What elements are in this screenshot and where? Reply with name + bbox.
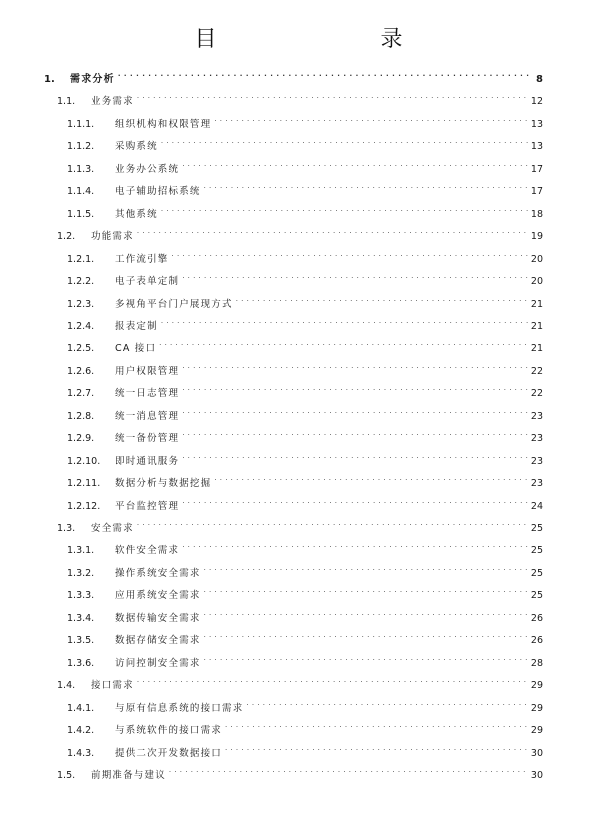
toc-entry-title: 即时通讯服务 bbox=[115, 455, 180, 467]
toc-entry-number: 1.2.8. bbox=[67, 410, 95, 422]
toc-entry-title: 与原有信息系统的接口需求 bbox=[115, 702, 244, 714]
toc-entry[interactable] bbox=[67, 717, 543, 737]
toc-dot-leader bbox=[204, 582, 528, 598]
toc-dot-leader bbox=[161, 201, 528, 217]
toc-entry-page-number: 17 bbox=[530, 186, 543, 198]
toc-entry-title: 其他系统 bbox=[115, 208, 158, 220]
toc-dot-leader bbox=[182, 403, 528, 419]
toc-entry-number: 1.3.1. bbox=[67, 545, 95, 557]
toc-dot-leader bbox=[214, 111, 528, 127]
toc-dot-leader bbox=[204, 650, 528, 666]
toc-entry-page-number: 26 bbox=[530, 635, 543, 647]
toc-entry-number: 1.2.10. bbox=[67, 455, 101, 467]
toc-entry-page-number: 29 bbox=[530, 725, 543, 737]
toc-dot-leader bbox=[137, 88, 528, 104]
toc-entry[interactable] bbox=[44, 66, 543, 85]
toc-entry-page-number: 22 bbox=[530, 388, 543, 400]
toc-entry[interactable] bbox=[67, 246, 543, 265]
toc-entry-title: 数据传输安全需求 bbox=[115, 612, 201, 624]
toc-entry-title: 统一消息管理 bbox=[115, 410, 180, 422]
toc-entry-page-number: 13 bbox=[530, 118, 543, 130]
toc-entry-page-number: 25 bbox=[530, 523, 543, 534]
toc-entry-page-number: 25 bbox=[530, 567, 543, 579]
toc-entry-title: 工作流引擎 bbox=[115, 253, 169, 265]
toc-entry[interactable] bbox=[67, 201, 543, 220]
toc-entry[interactable] bbox=[67, 695, 543, 714]
toc-dot-leader bbox=[182, 537, 528, 553]
toc-entry[interactable] bbox=[67, 133, 543, 153]
toc-entry-page-number: 20 bbox=[530, 276, 543, 288]
toc-entry[interactable] bbox=[67, 493, 543, 512]
toc-entry[interactable] bbox=[67, 425, 543, 445]
toc-entry-number: 1.2.2. bbox=[67, 276, 95, 288]
toc-entry-page-number: 29 bbox=[530, 702, 543, 714]
toc-entry-title: 接口需求 bbox=[91, 680, 134, 692]
toc-entry-number: 1. bbox=[44, 74, 55, 85]
toc-entry[interactable] bbox=[67, 291, 543, 310]
toc-entry-number: 1.1.4. bbox=[67, 186, 95, 198]
toc-entry[interactable] bbox=[67, 605, 543, 624]
toc-entry-title: 应用系统安全需求 bbox=[115, 590, 201, 602]
toc-entry-number: 1.3.5. bbox=[67, 635, 95, 647]
toc-entry-number: 1.5. bbox=[57, 769, 76, 781]
toc-entry[interactable] bbox=[57, 762, 543, 781]
toc-entry-title: 采购系统 bbox=[115, 141, 158, 153]
toc-dot-leader bbox=[204, 560, 528, 576]
toc-entry-number: 1.1.2. bbox=[67, 141, 95, 153]
toc-title: 目 录 bbox=[194, 27, 443, 52]
toc-dot-leader bbox=[182, 156, 528, 172]
toc-entry[interactable] bbox=[67, 156, 543, 175]
toc-dot-leader bbox=[182, 380, 528, 396]
toc-dot-leader bbox=[137, 672, 528, 688]
toc-entry-number: 1.2.6. bbox=[67, 365, 95, 377]
toc-entry-number: 1.2.12. bbox=[67, 500, 101, 512]
toc-entry[interactable] bbox=[67, 111, 543, 130]
toc-entry-page-number: 22 bbox=[530, 365, 543, 377]
toc-entry-page-number: 25 bbox=[530, 590, 543, 602]
toc-entry[interactable] bbox=[67, 268, 543, 288]
toc-entry-title: 需求分析 bbox=[70, 74, 115, 85]
toc-entry-title: 数据分析与数据挖掘 bbox=[115, 478, 212, 490]
toc-entry-page-number: 23 bbox=[530, 478, 543, 490]
toc-entry-title: 组织机构和权限管理 bbox=[115, 118, 212, 130]
toc-entry[interactable] bbox=[67, 403, 543, 422]
toc-entry-number: 1.2.1. bbox=[67, 253, 95, 265]
toc-dot-leader bbox=[169, 762, 528, 778]
toc-entry-number: 1.1.5. bbox=[67, 208, 95, 220]
toc-entry[interactable] bbox=[67, 560, 543, 579]
toc-entry-number: 1.2.4. bbox=[67, 320, 95, 332]
toc-entry-number: 1.2.11. bbox=[67, 478, 101, 490]
toc-entry-number: 1.3.4. bbox=[67, 612, 95, 624]
toc-dot-leader bbox=[225, 717, 528, 733]
toc-entry-page-number: 23 bbox=[530, 455, 543, 467]
toc-dot-leader bbox=[236, 291, 528, 307]
toc-dot-leader bbox=[172, 246, 528, 262]
toc-entry-page-number: 13 bbox=[530, 141, 543, 153]
toc-entry-title: 访问控制安全需求 bbox=[115, 657, 201, 669]
toc-entry[interactable] bbox=[67, 627, 543, 647]
toc-entry[interactable] bbox=[67, 650, 543, 669]
toc-entry-title: 操作系统安全需求 bbox=[115, 567, 201, 579]
toc-entry-page-number: 17 bbox=[530, 163, 543, 175]
toc-dot-leader bbox=[161, 313, 528, 329]
toc-entry-number: 1.2. bbox=[57, 231, 76, 243]
toc-dot-leader bbox=[214, 470, 528, 486]
toc-entry-number: 1.3.3. bbox=[67, 590, 95, 602]
toc-dot-leader bbox=[118, 66, 530, 82]
toc-entry[interactable] bbox=[67, 470, 543, 490]
toc-dot-leader bbox=[182, 493, 528, 509]
toc-entry[interactable] bbox=[67, 582, 543, 602]
toc-entry-title: 数据存储安全需求 bbox=[115, 635, 201, 647]
toc-entry-page-number: 26 bbox=[530, 612, 543, 624]
toc-entry-number: 1.3. bbox=[57, 523, 76, 534]
toc-entry[interactable] bbox=[67, 448, 543, 467]
toc-entry-page-number: 24 bbox=[530, 500, 543, 512]
toc-entry-title: 提供二次开发数据接口 bbox=[115, 747, 223, 759]
toc-entry-number: 1.2.7. bbox=[67, 388, 95, 400]
toc-entry-page-number: 21 bbox=[530, 343, 543, 355]
toc-entry-title: 多视角平台门户展现方式 bbox=[115, 298, 233, 310]
toc-entry[interactable] bbox=[67, 178, 543, 198]
toc-entry[interactable] bbox=[57, 672, 543, 692]
toc-entry[interactable] bbox=[57, 223, 543, 243]
toc-entry-title: 电子辅助招标系统 bbox=[115, 186, 201, 198]
toc-dot-leader bbox=[137, 515, 528, 531]
toc-entry-number: 1.4. bbox=[57, 680, 76, 692]
toc-entry-page-number: 21 bbox=[530, 320, 543, 332]
toc-entry-number: 1.2.9. bbox=[67, 433, 95, 445]
toc-entry-title: 软件安全需求 bbox=[115, 545, 180, 557]
toc-dot-leader bbox=[182, 448, 528, 464]
toc-dot-leader bbox=[161, 133, 528, 149]
toc-entry-number: 1.2.5. bbox=[67, 343, 95, 355]
toc-dot-leader bbox=[182, 268, 528, 284]
toc-entry[interactable] bbox=[57, 515, 543, 534]
toc-entry-title: 功能需求 bbox=[91, 231, 134, 243]
toc-entry[interactable] bbox=[67, 380, 543, 400]
toc-dot-leader bbox=[182, 358, 528, 374]
toc-entry-title: 统一备份管理 bbox=[115, 433, 180, 445]
toc-entry-page-number: 30 bbox=[530, 747, 543, 759]
toc-entry-page-number: 8 bbox=[536, 74, 543, 85]
toc-entry-title: 安全需求 bbox=[91, 523, 134, 534]
toc-entry[interactable] bbox=[57, 88, 543, 108]
toc-dot-leader bbox=[182, 425, 528, 441]
toc-entry-page-number: 30 bbox=[530, 769, 543, 781]
toc-entry-number: 1.2.3. bbox=[67, 298, 95, 310]
toc-entry[interactable] bbox=[67, 335, 543, 355]
toc-entry-number: 1.4.1. bbox=[67, 702, 95, 714]
toc-entry-title: 业务办公系统 bbox=[115, 163, 180, 175]
toc-entry-page-number: 23 bbox=[530, 410, 543, 422]
toc-entry-page-number: 19 bbox=[530, 231, 543, 243]
toc-dot-leader bbox=[204, 605, 528, 621]
toc-entry-page-number: 29 bbox=[530, 680, 543, 692]
toc-entry[interactable] bbox=[67, 358, 543, 377]
toc-entry-title: 统一日志管理 bbox=[115, 388, 180, 400]
toc-entry-title: CA 接口 bbox=[115, 343, 157, 355]
toc-entry-number: 1.1.3. bbox=[67, 163, 95, 175]
toc-entry-title: 前期准备与建议 bbox=[91, 769, 166, 781]
toc-entry-title: 与系统软件的接口需求 bbox=[115, 725, 223, 737]
toc-dot-leader bbox=[225, 740, 528, 756]
toc-entry-page-number: 21 bbox=[530, 298, 543, 310]
toc-dot-leader bbox=[246, 695, 528, 711]
toc-dot-leader bbox=[204, 178, 528, 194]
toc-entry-number: 1.1. bbox=[57, 96, 76, 108]
toc-dot-leader bbox=[204, 627, 528, 643]
toc-entry-page-number: 25 bbox=[530, 545, 543, 557]
toc-entry-page-number: 18 bbox=[530, 208, 543, 220]
toc-dot-leader bbox=[137, 223, 528, 239]
toc-entry-number: 1.3.2. bbox=[67, 567, 95, 579]
toc-entry-number: 1.3.6. bbox=[67, 657, 95, 669]
toc-entry-number: 1.1.1. bbox=[67, 118, 95, 130]
toc-entry-page-number: 20 bbox=[530, 253, 543, 265]
toc-entry[interactable] bbox=[67, 313, 543, 332]
toc-entry[interactable] bbox=[67, 740, 543, 759]
toc-entry[interactable] bbox=[67, 537, 543, 557]
toc-entry-number: 1.4.2. bbox=[67, 725, 95, 737]
toc-entry-page-number: 28 bbox=[530, 657, 543, 669]
toc-entry-title: 电子表单定制 bbox=[115, 276, 180, 288]
toc-entry-title: 平台监控管理 bbox=[115, 500, 180, 512]
toc-entry-number: 1.4.3. bbox=[67, 747, 95, 759]
toc-entry-page-number: 23 bbox=[530, 433, 543, 445]
toc-entry-title: 业务需求 bbox=[91, 96, 134, 108]
toc-dot-leader bbox=[159, 335, 528, 351]
toc-entry-title: 用户权限管理 bbox=[115, 365, 180, 377]
toc-entry-page-number: 12 bbox=[530, 96, 543, 108]
toc-entry-title: 报表定制 bbox=[115, 320, 158, 332]
